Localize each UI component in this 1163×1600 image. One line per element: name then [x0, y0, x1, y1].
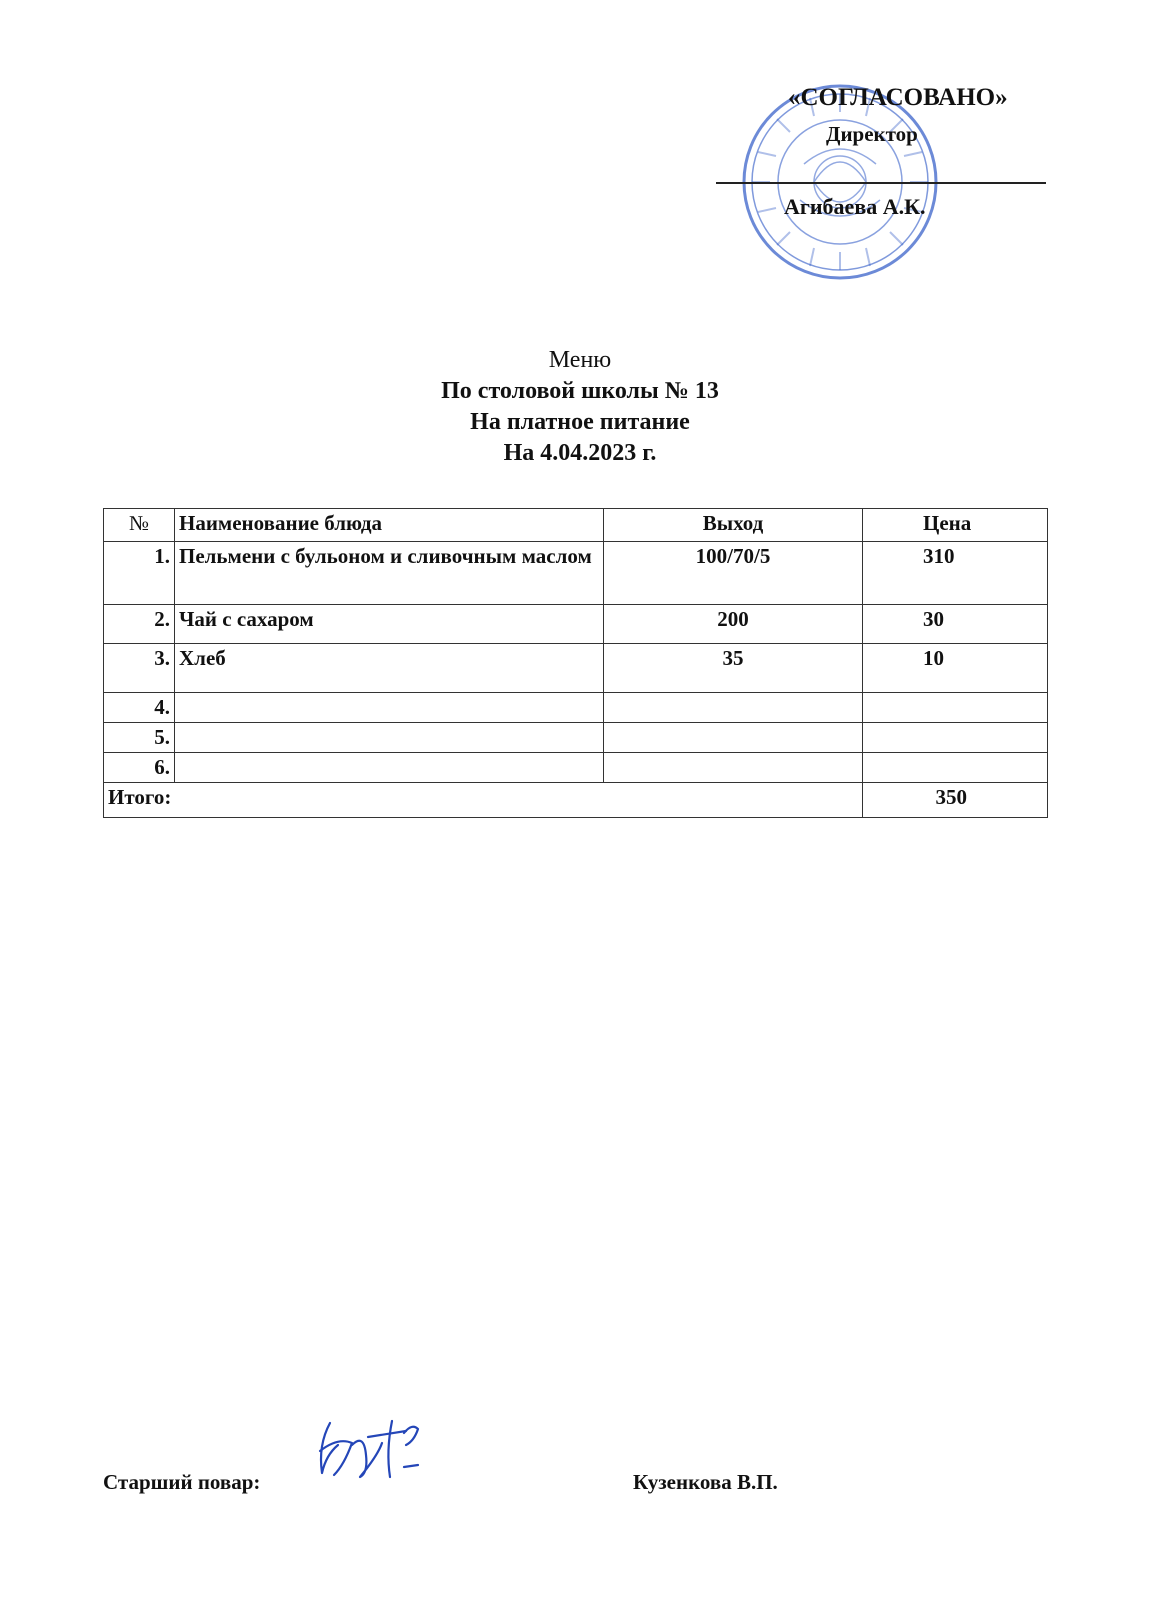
table-row	[104, 644, 1048, 693]
heading-date: На 4.04.2023 г.	[503, 440, 657, 466]
row-number: 5.	[104, 723, 175, 753]
header-output: Выход	[604, 509, 863, 542]
heading-paid-meals: На платное питание	[470, 409, 690, 435]
row-dish-name	[175, 693, 604, 723]
table-row	[104, 542, 1048, 605]
senior-cook-label: Старший повар:	[103, 1470, 261, 1494]
header-number: №	[104, 509, 175, 542]
row-output	[604, 693, 863, 723]
row-price	[863, 693, 1048, 723]
row-number: 4.	[104, 693, 175, 723]
approval-role: Директор	[826, 122, 918, 146]
heading-school: По столовой школы № 13	[441, 378, 719, 404]
approver-name: Агибаева А.К.	[784, 194, 926, 219]
row-dish-name: Хлеб	[175, 644, 604, 693]
row-output	[604, 753, 863, 783]
document-heading	[300, 345, 860, 469]
row-dish-name: Чай с сахаром	[175, 605, 604, 644]
menu-table	[103, 508, 1048, 818]
row-price	[863, 753, 1048, 783]
total-value: 350	[863, 783, 1048, 818]
total-label: Итого:	[104, 783, 863, 818]
approval-block	[700, 78, 1060, 308]
row-price: 310	[863, 542, 1048, 605]
row-output: 35	[604, 644, 863, 693]
row-output: 100/70/5	[604, 542, 863, 605]
row-price	[863, 723, 1048, 753]
row-dish-name	[175, 723, 604, 753]
row-number: 1.	[104, 542, 175, 605]
row-price: 10	[863, 644, 1048, 693]
row-price: 30	[863, 605, 1048, 644]
row-output	[604, 723, 863, 753]
table-row	[104, 693, 1048, 723]
signature-line	[716, 182, 1046, 184]
table-row	[104, 723, 1048, 753]
row-number: 3.	[104, 644, 175, 693]
heading-menu: Меню	[548, 347, 612, 373]
table-row	[104, 753, 1048, 783]
approval-title: «СОГЛАСОВАНО»	[788, 84, 1008, 111]
total-row	[104, 783, 1048, 818]
signoff-block	[103, 1415, 863, 1525]
row-number: 6.	[104, 753, 175, 783]
header-dish-name: Наименование блюда	[175, 509, 604, 542]
header-price: Цена	[863, 509, 1048, 542]
senior-cook-name: Кузенкова В.П.	[633, 1470, 778, 1494]
row-number: 2.	[104, 605, 175, 644]
handwritten-signature-icon	[308, 1415, 438, 1495]
row-output: 200	[604, 605, 863, 644]
table-header-row	[104, 509, 1048, 542]
row-dish-name	[175, 753, 604, 783]
table-row	[104, 605, 1048, 644]
row-dish-name: Пельмени с бульоном и сливочным маслом	[175, 542, 604, 605]
